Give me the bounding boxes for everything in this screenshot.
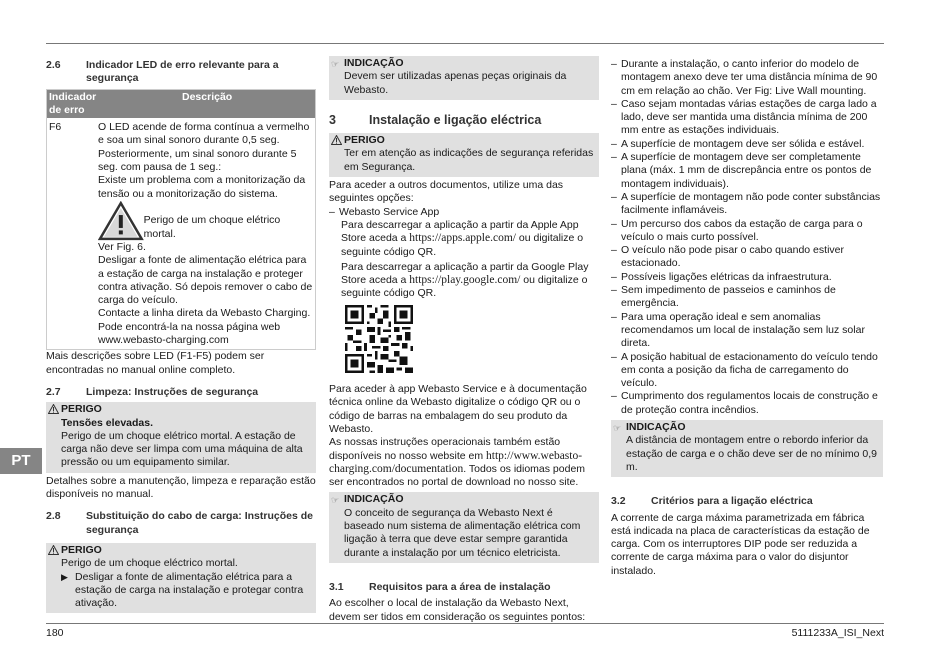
qr-code-image (345, 305, 413, 373)
error-description: O LED acende de forma contínua a vermelho e soa um sinal sonoro durante 0,5 seg. Posteriormente, um sinal sonoro durante 5 seg. com pausa de 1 seg.: Existe um problema com a monitorização da tensão ou a monitorização do sistema. Perigo de um choque elétrico mortal. Ver Fig. 6. Desligar a fonte de alimentação elétrica para a estação de carga na instalação e proteger contra ativação. Só depois remover o cabo de carga do veículo. Contacte a linha direta da Webasto Charging. Pode encontrá-la na nossa página web www.webasto-charging.com (98, 121, 313, 347)
warning-triangle-icon (48, 545, 59, 555)
table-row (47, 118, 315, 349)
warning-triangle-icon (98, 201, 144, 241)
dash-bullet: – (611, 190, 617, 203)
top-rule (46, 43, 884, 44)
ops-text: As nossas instruções operacionais também estão disponíveis no nosso website em http://www.webasto-charging.com/documentation. Todos os idiomas podem ser encontrados no portal de download no nosso site. (329, 436, 586, 489)
list-item-text: Possíveis ligações elétricas da infraestrutura. (621, 270, 832, 283)
list-item-text: Um percurso dos cabos da estação de carga para o veículo o mais curto possível. (621, 217, 863, 243)
shock-warning: Perigo de um choque elétrico mortal. (98, 201, 314, 241)
table-header (47, 90, 315, 119)
list-item (611, 58, 883, 98)
column-left (46, 52, 316, 615)
list-item-text: A superfície de montagem não pode conter substâncias facilmente inflamáveis. (621, 190, 881, 217)
danger-box-cleaning: PERIGO Tensões elevadas. Perigo de um choque elétrico mortal. A estação de carga não deve ser limpa com uma máquina de alta pressão ou um equipamento similar. (46, 402, 316, 472)
note-icon: ☞ (331, 59, 340, 69)
page-number: 180 (46, 627, 64, 639)
dash-bullet: – (611, 244, 617, 257)
list-item (611, 284, 883, 311)
list-item-text: Durante a instalação, o canto inferior do modelo de montagem anexo deve ter uma distância mínima de 90 cm em relação ao chão. Ver Fig: Live Wall mounting. (621, 58, 878, 97)
apple-store-link[interactable]: https://apps.apple.com/ (409, 232, 516, 245)
list-item (611, 151, 883, 191)
list-item-text: Para uma operação ideal e sem anomalias recomendamos um local de instalação sem luz solar direta. (621, 310, 865, 350)
more-info-text: Mais descrições sobre LED (F1-F5) podem ser encontradas no manual online completo. (46, 350, 265, 376)
dash-bullet: – (611, 350, 617, 363)
dash-bullet: – (611, 390, 617, 403)
table-header-description: Descrição (182, 90, 233, 103)
document-code: 5111233A_ISI_Next (791, 627, 884, 639)
dash-bullet: – (611, 284, 617, 297)
apple-store-text: Para descarregar a aplicação a partir da Apple App Store aceda a https://apps.apple.com/ ou digitalize o seguinte código QR. (341, 218, 584, 258)
list-item-text: Caso sejam montadas várias estações de carga lado a lado, deve ser mantida uma distância mínima de 200 mm entre as estações individuais. (621, 97, 877, 137)
list-item-text: O veículo não pode pisar o cabo quando estiver estacionado. (621, 244, 844, 270)
list-item: – Webasto Service App (329, 205, 440, 218)
note-box-parts: ☞ INDICAÇÃO Devem ser utilizadas apenas peças originais da Webasto. (329, 56, 599, 100)
error-code: F6 (49, 121, 62, 134)
list-item (611, 98, 883, 138)
list-item (611, 351, 883, 391)
section-2-7-heading: 2.7 Limpeza: Instruções de segurança (46, 385, 259, 398)
list-item (611, 191, 883, 218)
requirements-list (611, 58, 883, 417)
list-item (611, 390, 883, 417)
list-item-text: Cumprimento dos regulamentos locais de construção e de proteção contra incêndios. (621, 390, 878, 416)
table-header-indicator: Indicador de erro (49, 90, 97, 116)
list-item (611, 138, 883, 151)
list-item (611, 271, 883, 284)
column-middle: ☞ INDICAÇÃO Devem ser utilizadas apenas peças originais da Webasto. 3 Instalação e ligação eléctrica PERIGO Ter em atenção as indicações de segurança referidas em Segurança. Para aceder a outros documentos, utilize uma das seguintes opções: – Webasto Service App Para descarregar a aplicação a partir da Apple App Store aceda a https://apps.apple.com/ ou digitalize o seguinte código QR. Para descarregar a aplicação a partir da Google Play Store aceda a https://play.google.com/ ou digitalize o seguinte código QR. Para aceder à app Webasto Service e à documentação técnica online da Webasto digitalize o código QR ou o código de barras na embalagem do seu produto da Webasto. As nossas instruções operacionais também estão disponíveis no nosso website em http://www.webasto-charging.com/documentation. Todos os idiomas podem ser encontrados no portal de download no nosso site. ☞ INDICAÇÃO O conceito de segurança da Webasto Next é baseado num sistema de alimentação elétrica com ligação à terra que deve estar sempre garantida durante a instalação por um técnico eletricista. 3.1 Requisitos para a área de instalação Ao escolher o local de instalação da Webasto Next, devem ser tidos em consideração os seguintes pontos: (329, 56, 599, 624)
list-item-text: A posição habitual de estacionamento do veículo tendo em conta a posição da ficha de carregamento do veículo. (621, 350, 878, 390)
google-play-text: Para descarregar a aplicação a partir da Google Play Store aceda a https://play.google.com/ ou digitalize o seguinte código QR. (341, 260, 589, 300)
note-box-distance: ☞ INDICAÇÃO A distância de montagem entre o rebordo inferior da estação de carga e o chão deve ser de no mínimo 0,9 m. (611, 420, 883, 477)
danger-box-safety: PERIGO Ter em atenção as indicações de segurança referidas em Segurança. (329, 133, 599, 177)
maintenance-text: Detalhes sobre a manutenção, limpeza e reparação estão disponíveis no manual. (46, 474, 316, 501)
section-3-1-heading: 3.1 Requisitos para a área de instalação (329, 580, 551, 593)
dash-bullet: – (611, 137, 617, 150)
bottom-rule (46, 623, 884, 624)
list-item-text: A superfície de montagem deve ser sólida e estável. (621, 137, 865, 150)
list-item (611, 244, 883, 271)
dash-bullet: – (611, 58, 617, 70)
section-3-heading: 3 Instalação e ligação eléctrica (329, 112, 542, 127)
dash-bullet: – (611, 217, 617, 230)
list-item (611, 218, 883, 245)
section-2-6-heading: 2.6 Indicador LED de erro relevante para a segurança (46, 59, 279, 85)
danger-box-cable: PERIGO Perigo de um choque eléctrico mortal. ▶ Desligar a fonte de alimentação elétrica para a estação de carga na instalação e protegar contra ativação. (46, 543, 316, 613)
section-2-8-heading: 2.8 Substituição do cabo de carga: Instruções de segurança (46, 510, 313, 536)
column-right: – Durante a instalação, o canto inferior do modelo de montagem anexo deve ter uma distância mínima de 90 cm em relação ao chão. Ver Fig: Live Wall mounting. – Caso sejam montadas várias estações de carga lado a lado, deve ser mantida uma distância mínima de 200 mm entre as estações individuais. – A superfície de montagem deve ser sólida e estável. – A superfície de montagem deve ser completamente plana (máx. 1 mm de discrepância entre os pontos de montagem individuais). – A superfície de montagem não pode conter substâncias facilmente inflamáveis. – Um percurso dos cabos da estação de carga para o veículo o mais curto possível. – O veículo não pode pisar o cabo quando estiver estacionado. – Possíveis ligações elétricas da infraestrutura. – Sem impedimento de passeios e caminhos de emergência. – Para uma operação ideal e sem anomalias recomendamos um local de instalação sem luz solar direta. – A posição habitual de estacionamento do veículo tendo em conta a posição da ficha de carregamento do veículo. – Cumprimento dos regulamentos locais de construção e de proteção contra incêndios. ☞ INDICAÇÃO A distância de montagem entre o rebordo inferior da estação de carga e o chão deve ser de no mínimo 0,9 m. 3.2 Critérios para a ligação eléctrica A corrente de carga máxima parametrizada em fábrica está indicada na placa de características da estação de carga. Com os interruptores DIP pode ser reduzida a corrente de carga máxima para o valor do disjuntor instalado. (611, 58, 883, 578)
dash-bullet: – (611, 97, 617, 110)
dash-bullet: – (611, 310, 617, 323)
language-tab: PT (0, 448, 42, 474)
warning-triangle-icon (48, 404, 59, 414)
note-icon: ☞ (331, 495, 340, 506)
list-item-text: A superfície de montagem deve ser completamente plana (máx. 1 mm de discrepância entre os pontos de montagem individuais). (621, 151, 872, 190)
section-3-2-heading: 3.2 Critérios para a ligação eléctrica (611, 495, 813, 508)
arrow-right-icon: ▶ (61, 571, 68, 582)
led-error-table (46, 89, 316, 351)
step-item: ▶ Desligar a fonte de alimentação elétrica para a estação de carga na instalação e protegar contra ativação. (61, 570, 304, 610)
google-play-link[interactable]: https://play.google.com/ (409, 274, 521, 287)
documentation-link[interactable]: http://www.webasto-charging.com/documentation (329, 449, 583, 475)
dash-bullet: – (611, 151, 617, 164)
note-icon: ☞ (613, 423, 622, 434)
list-item-text: Sem impedimento de passeios e caminhos de emergência. (621, 284, 836, 310)
warning-triangle-icon (331, 135, 342, 145)
dash-bullet: – (611, 270, 617, 283)
list-item (611, 311, 883, 351)
note-box-safety-concept: ☞ INDICAÇÃO O conceito de segurança da Webasto Next é baseado num sistema de alimentação elétrica com ligação à terra que deve estar sempre garantida durante a instalação por um técnico eletricista. (329, 492, 599, 562)
